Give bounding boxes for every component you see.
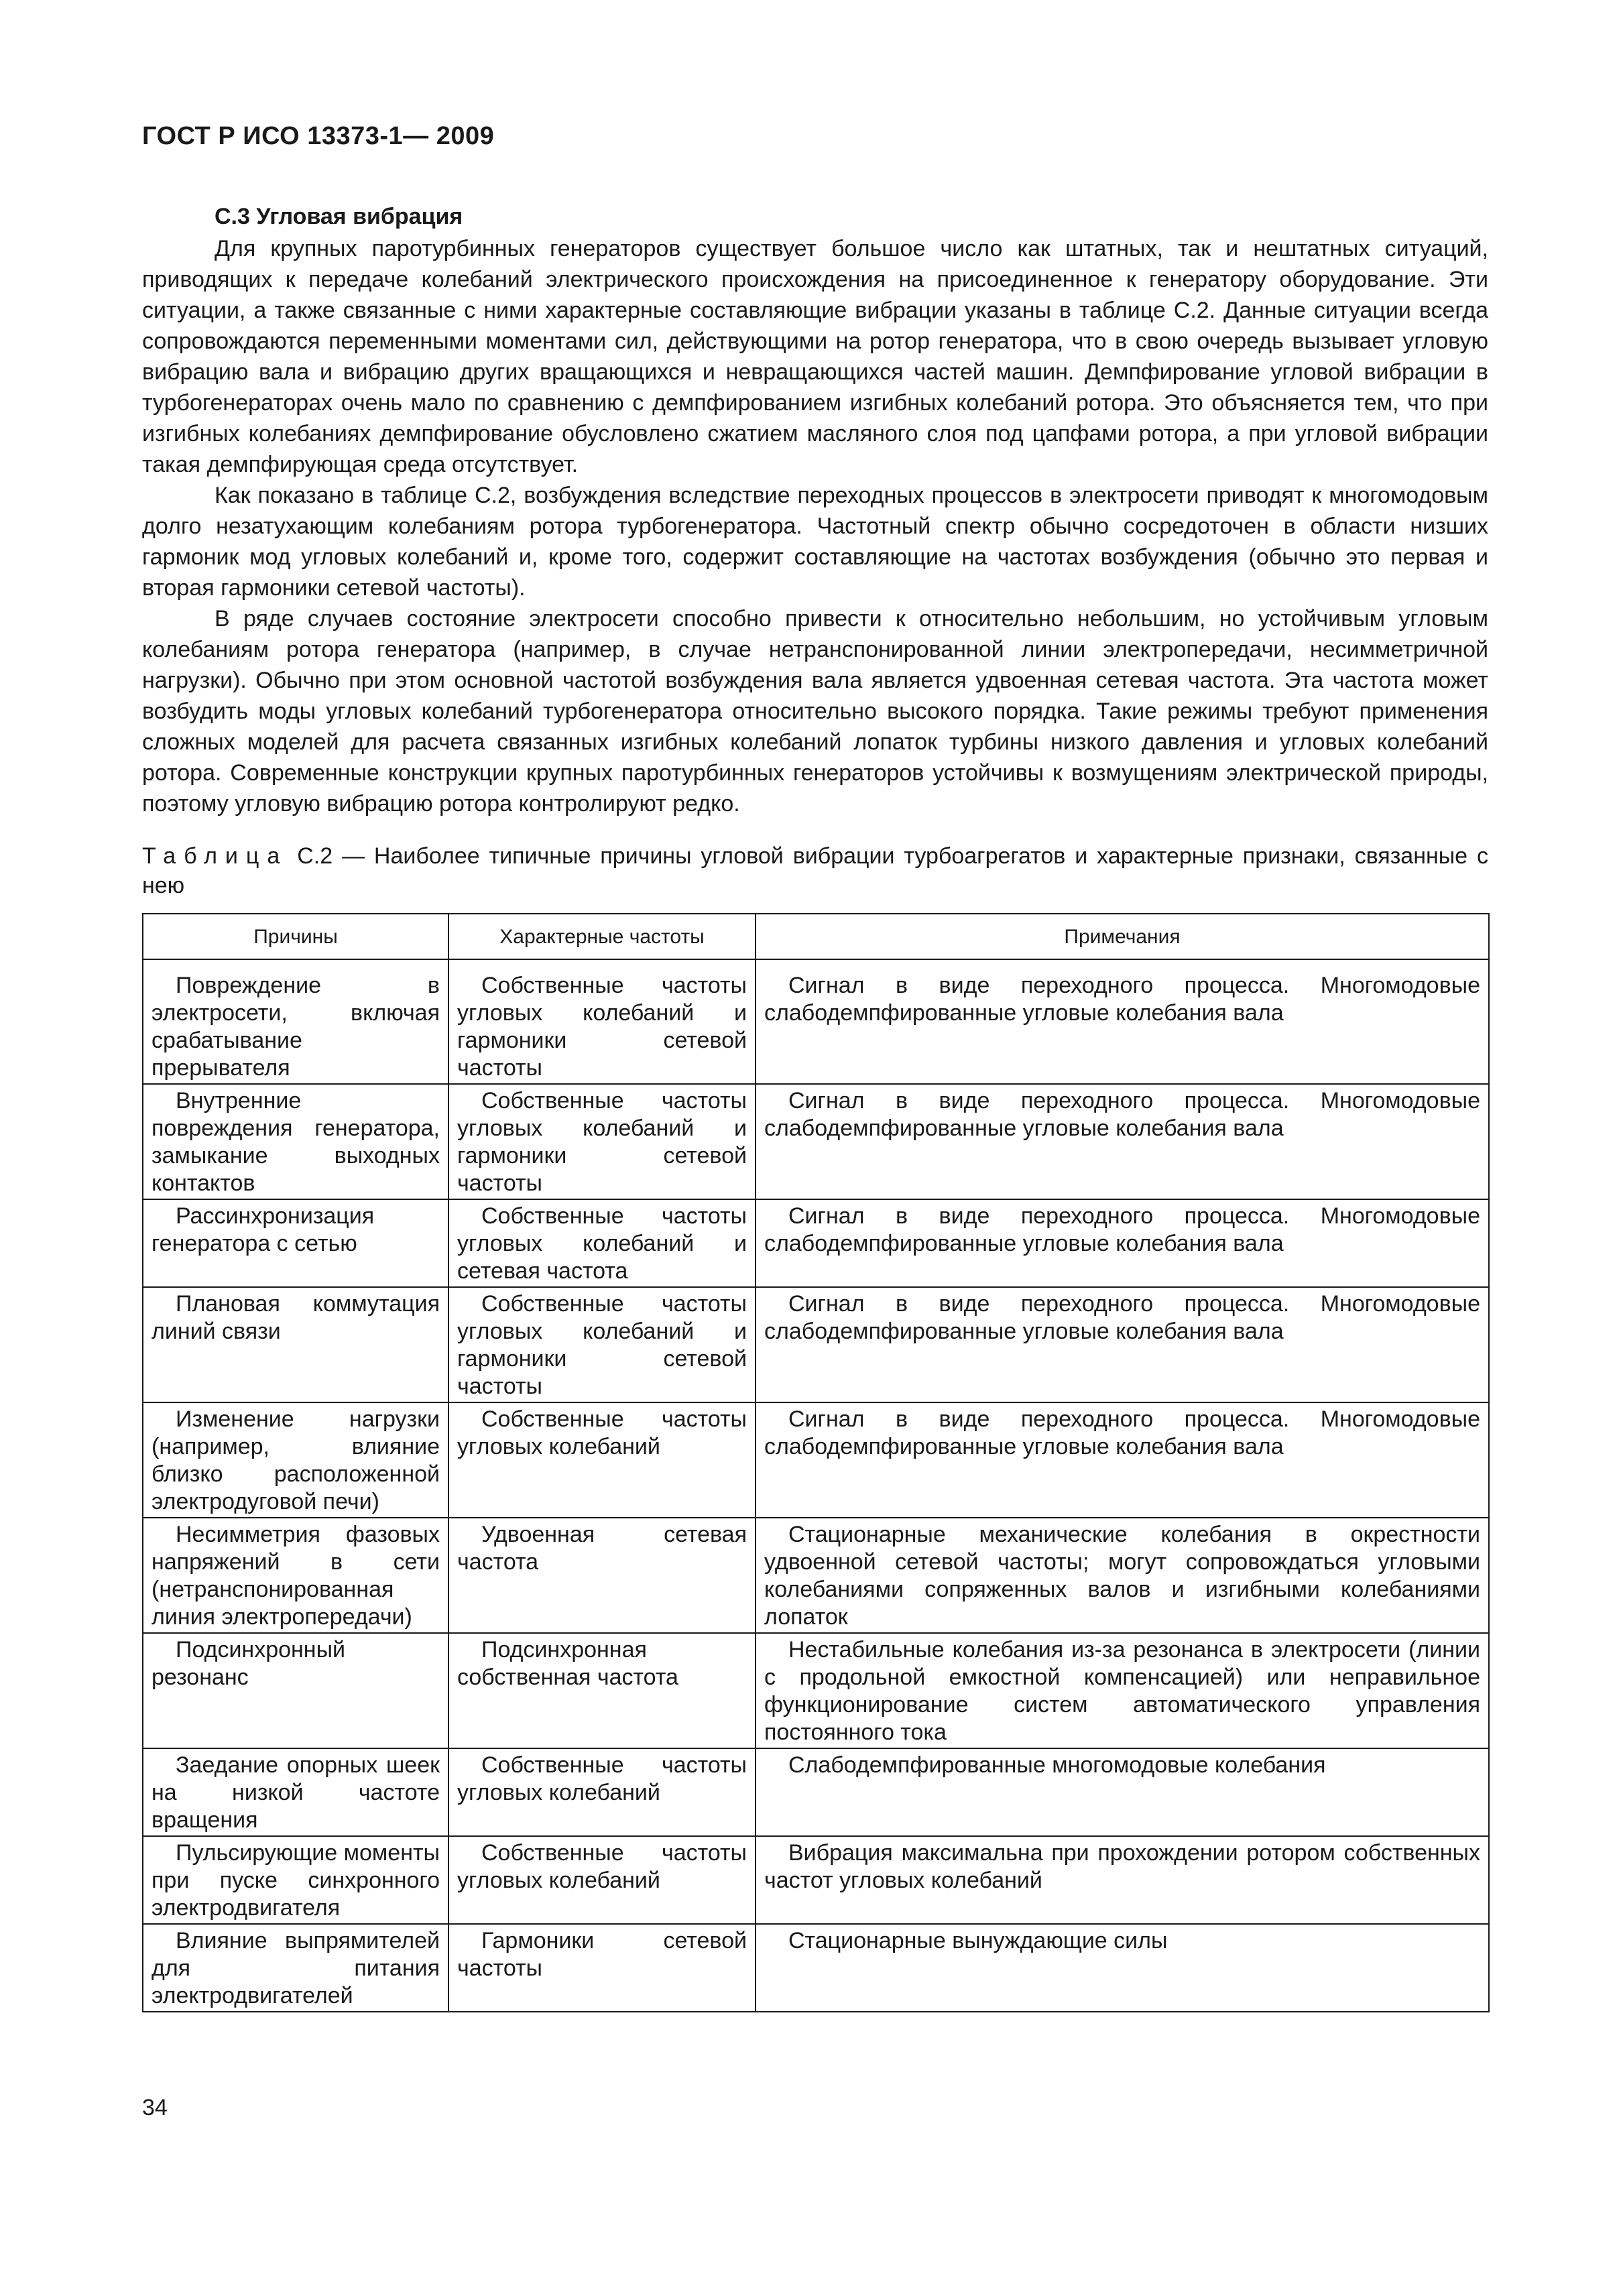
cell-cause: Плановая коммутация линий связи (143, 1287, 448, 1402)
document-header: ГОСТ Р ИСО 13373-1— 2009 (142, 122, 495, 150)
cell-note: Сигнал в виде переходного процесса. Многомодовые слабодемпфированные угловые колебания вала (756, 1287, 1489, 1402)
cell-frequency: Удвоенная сетевая частота (448, 1518, 756, 1633)
cell-cause: Рассинхронизация генератора с сетью (143, 1199, 448, 1287)
cell-cause: Заедание опорных шеек на низкой частоте вращения (143, 1748, 448, 1836)
cell-frequency: Собственные частоты угловых колебаний (448, 1402, 756, 1518)
cell-frequency: Собственные частоты угловых колебаний и гармоники сетевой частоты (448, 1287, 756, 1402)
paragraph: Как показано в таблице С.2, возбуждения вследствие переходных процессов в электросети приводят к многомодовым долго незатухающим колебаниям ротора турбогенератора. Частотный спектр обычно сосредоточен в области низших гармоник мод угловых колебаний и, кроме того, содержит составляющие на частотах возбуждения (обычно это первая и вторая гармоники сетевой частоты). (142, 483, 1488, 601)
table-row (143, 1084, 1489, 1199)
table-row (143, 1518, 1489, 1633)
paragraph: В ряде случаев состояние электросети способно привести к относительно небольшим, но устойчивым угловым колебаниям ротора генератора (например, в случае нетранспонированной линии электропередачи, несимметричной нагрузки). Обычно при этом основной частотой возбуждения вала является удвоенная сетевая частота. Эта частота может возбудить моды угловых колебаний турбогенератора относительно высокого порядка. Такие режимы требуют применения сложных моделей для расчета связанных изгибных колебаний лопаток турбины низкого давления и угловых колебаний ротора. Современные конструкции крупных паротурбинных генераторов устойчивы к возмущениям электрической природы, поэтому угловую вибрацию ротора контролируют редко. (142, 606, 1488, 817)
table-row (143, 1748, 1489, 1836)
causes-table (142, 913, 1490, 2012)
cell-note: Вибрация максимальна при прохождении ротором собственных частот угловых колебаний (756, 1836, 1489, 1924)
cell-note: Стационарные механические колебания в окрестности удвоенной сетевой частоты; могут сопровождаться угловыми колебаниями сопряженных валов и изгибными колебаниями лопаток (756, 1518, 1489, 1633)
cell-note: Сигнал в виде переходного процесса. Многомодовые слабодемпфированные угловые колебания вала (756, 1084, 1489, 1199)
cell-frequency: Собственные частоты угловых колебаний (448, 1836, 756, 1924)
cell-cause: Подсинхронный резонанс (143, 1633, 448, 1748)
table-caption-text: С.2 — Наиболее типичные причины угловой вибрации турбоагрегатов и характерные признаки, связанные с нею (142, 843, 1488, 898)
column-header-notes: Примечания (756, 914, 1489, 959)
page-number: 34 (142, 2095, 168, 2120)
cell-frequency: Собственные частоты угловых колебаний и гармоники сетевой частоты (448, 1084, 756, 1199)
cell-cause: Пульсирующие моменты при пуске синхронного электродвигателя (143, 1836, 448, 1924)
cell-frequency: Собственные частоты угловых колебаний (448, 1748, 756, 1836)
table-row (143, 1287, 1489, 1402)
cell-cause: Внутренние повреждения генератора, замыкание выходных контактов (143, 1084, 448, 1199)
table-header-row (143, 914, 1489, 959)
column-header-causes: Причины (143, 914, 448, 959)
cell-note: Сигнал в виде переходного процесса. Многомодовые слабодемпфированные угловые колебания вала (756, 969, 1489, 1084)
table-row (143, 1924, 1489, 2012)
table-row (143, 1199, 1489, 1287)
cell-cause: Несимметрия фазовых напряжений в сети (нетранспонированная линия электропередачи) (143, 1518, 448, 1633)
cell-note: Стационарные вынуждающие силы (756, 1924, 1489, 2012)
table-row (143, 1402, 1489, 1518)
table-row (143, 969, 1489, 1084)
cell-cause: Повреждение в электросети, включая срабатывание прерывателя (143, 969, 448, 1084)
cell-note: Сигнал в виде переходного процесса. Многомодовые слабодемпфированные угловые колебания вала (756, 1402, 1489, 1518)
table-row (143, 1836, 1489, 1924)
table-c2 (142, 913, 1488, 2012)
table-caption-label: Таблица (142, 843, 288, 869)
cell-note: Сигнал в виде переходного процесса. Многомодовые слабодемпфированные угловые колебания вала (756, 1199, 1489, 1287)
section-c3 (142, 201, 1488, 819)
cell-note: Слабодемпфированные многомодовые колебания (756, 1748, 1489, 1836)
cell-cause: Влияние выпрямителей для питания электродвигателей (143, 1924, 448, 2012)
cell-frequency: Собственные частоты угловых колебаний и сетевая частота (448, 1199, 756, 1287)
cell-note: Нестабильные колебания из-за резонанса в электросети (линии с продольной емкостной компенсацией) или неправильное функционирование систем автоматического управления постоянного тока (756, 1633, 1489, 1748)
cell-frequency: Подсинхронная собственная частота (448, 1633, 756, 1748)
cell-cause: Изменение нагрузки (например, влияние близко расположенной электродуговой печи) (143, 1402, 448, 1518)
table-caption (142, 841, 1488, 900)
cell-frequency: Гармоники сетевой частоты (448, 1924, 756, 2012)
table-row (143, 1633, 1489, 1748)
table-spacer-row (143, 959, 1489, 969)
section-title: С.3 Угловая вибрация (215, 204, 463, 229)
cell-frequency: Собственные частоты угловых колебаний и гармоники сетевой частоты (448, 969, 756, 1084)
paragraph: Для крупных паротурбинных генераторов существует большое число как штатных, так и нештатных ситуаций, приводящих к передаче колебаний электрического происхождения на присоединенное к генератору оборудование. Эти ситуации, а также связанные с ними характерные составляющие вибрации указаны в таблице С.2. Данные ситуации всегда сопровождаются переменными моментами сил, действующими на ротор генератора, что в свою очередь вызывает угловую вибрацию вала и вибрацию других вращающихся и невращающихся частей машин. Демпфирование угловой вибрации в турбогенераторах очень мало по сравнению с демпфированием изгибных колебаний ротора. Это объясняется тем, что при изгибных колебаниях демпфирование обусловлено сжатием масляного слоя под цапфами ротора, а при угловой вибрации такая демпфирующая среда отсутствует. (142, 236, 1488, 477)
column-header-frequencies: Характерные частоты (448, 914, 756, 959)
